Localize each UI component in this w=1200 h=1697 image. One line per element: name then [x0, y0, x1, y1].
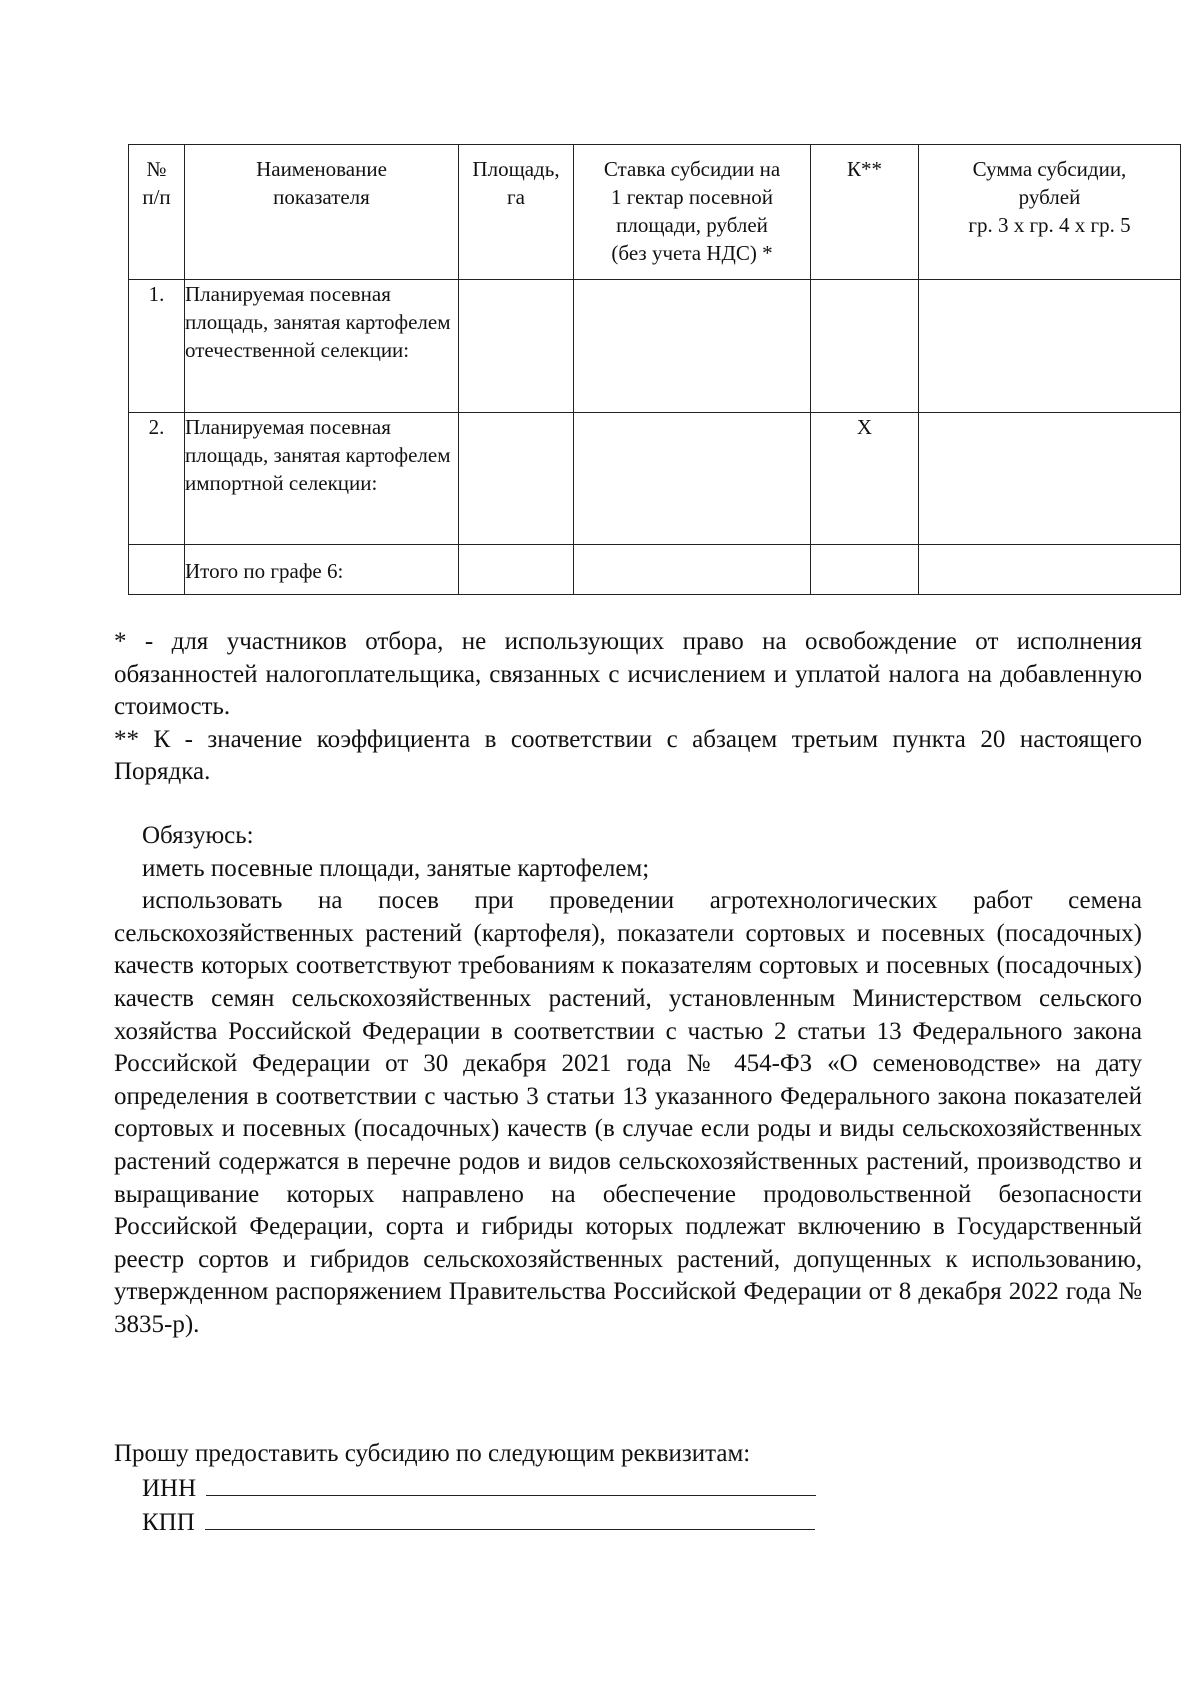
table-row — [129, 413, 1181, 545]
header-coefficient: К** — [811, 145, 919, 280]
sum-cell[interactable] — [919, 280, 1181, 413]
header-number: № п/п — [129, 145, 185, 280]
obligation-section — [114, 820, 1142, 1342]
area-cell[interactable] — [459, 280, 574, 413]
header-subsidy-sum: Сумма субсидии, рублей гр. 3 х гр. 4 х гр. 5 — [919, 145, 1181, 280]
footnote-coefficient: ** К - значение коэффициента в соответствии с абзацем третьим пункта 20 настоящего Порядка. — [114, 725, 1142, 786]
obligation-item-1: иметь посевные площади, занятые картофелем; — [142, 854, 650, 882]
row-number: 1. — [129, 280, 185, 413]
coefficient-cell — [811, 545, 919, 595]
table-total-row — [129, 545, 1181, 595]
area-cell — [459, 545, 574, 595]
row-number: 2. — [129, 413, 185, 545]
header-indicator-name: Наименование показателя — [185, 145, 459, 280]
footnotes — [114, 626, 1142, 789]
rate-cell[interactable] — [574, 413, 811, 545]
kpp-input-line[interactable] — [205, 1505, 815, 1530]
table-row — [129, 280, 1181, 413]
inn-label: ИНН — [142, 1474, 197, 1502]
footnote-vat: * - для участников отбора, не использующих право на освобождение от исполнения обязанностей налогоплательщика, связанных с исчислением и уплатой налога на добавленную стоимость. — [114, 628, 1142, 721]
obligation-heading: Обязуюсь: — [142, 822, 254, 849]
subsidy-table — [128, 144, 1181, 595]
row-name: Итого по графе 6: — [185, 545, 459, 595]
requisites-section — [114, 1438, 1142, 1540]
requisites-intro: Прошу предоставить субсидию по следующим реквизитам: — [114, 1440, 751, 1467]
kpp-field — [114, 1505, 1142, 1540]
rate-cell[interactable] — [574, 280, 811, 413]
coefficient-cell[interactable] — [811, 280, 919, 413]
sum-cell[interactable] — [919, 413, 1181, 545]
header-area: Площадь, га — [459, 145, 574, 280]
row-name: Планируемая посевная площадь, занятая картофелем отечественной селекции: — [185, 280, 459, 413]
area-cell[interactable] — [459, 413, 574, 545]
inn-field — [114, 1471, 1142, 1506]
total-sum-cell[interactable] — [919, 545, 1181, 595]
kpp-label: КПП — [142, 1509, 195, 1537]
header-rate: Ставка субсидии на 1 гектар посевной площади, рублей (без учета НДС) * — [574, 145, 811, 280]
row-number — [129, 545, 185, 595]
coefficient-cell: Х — [811, 413, 919, 545]
rate-cell — [574, 545, 811, 595]
inn-input-line[interactable] — [206, 1471, 816, 1496]
row-name: Планируемая посевная площадь, занятая картофелем импортной селекции: — [185, 413, 459, 545]
table-header-row — [129, 145, 1181, 280]
obligation-item-2: использовать на посев при проведении агротехнологических работ семена сельскохозяйственных растений (картофеля), показатели сортовых и посевных (посадочных) качеств которых соответствуют требованиям к показателям сортовых и посевных (посадочных) качеств семян сельскохозяйственных растений, установленным Министерством сельского хозяйства Российской Федерации в соответствии с частью 2 статьи 13 Федерального закона Российской Федерации от 30 декабря 2021 года № 454-ФЗ «О семеноводстве» на дату определения в соответствии с частью 3 статьи 13 указанного Федерального закона показателей сортовых и посевных (посадочных) качеств (в случае если роды и виды сельскохозяйственных растений содержатся в перечне родов и видов сельскохозяйственных растений, производство и выращивание которых направлено на обеспечение продовольственной безопасности Российской Федерации, сорта и гибриды которых подлежат включению в Государственный реестр сортов и гибридов сельскохозяйственных растений, допущенных к использованию, утвержденном распоряжением Правительства Российской Федерации от 8 декабря 2022 года № 3835-р). — [114, 887, 1142, 1338]
